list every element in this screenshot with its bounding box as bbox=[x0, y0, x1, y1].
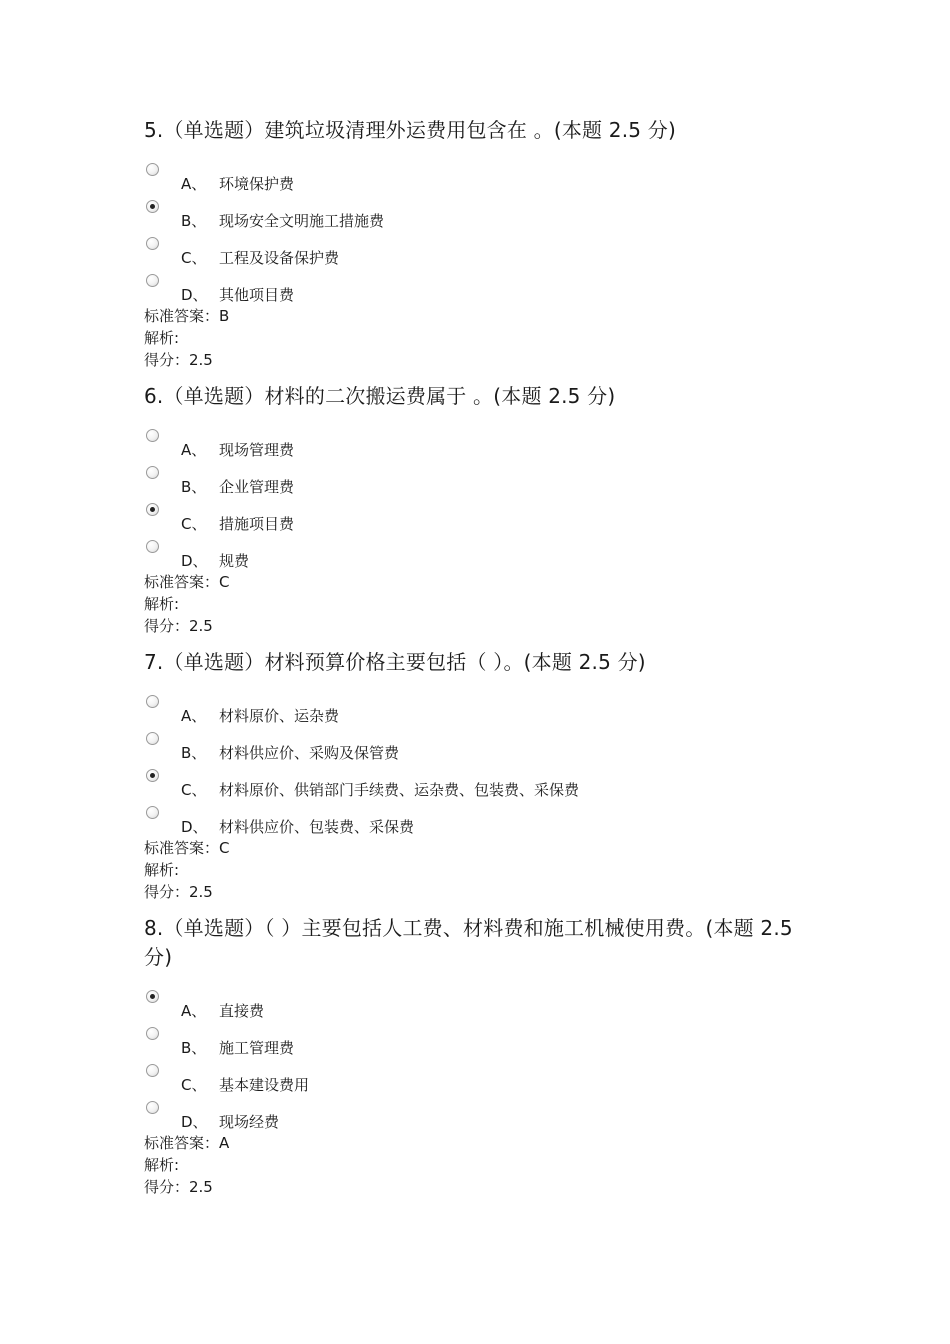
option-letter: D、 bbox=[181, 818, 208, 836]
option-a[interactable] bbox=[144, 429, 804, 466]
option-letter: C、 bbox=[181, 515, 207, 533]
option-letter: D、 bbox=[181, 286, 208, 304]
option-text: 现场经费 bbox=[219, 1113, 280, 1131]
option-text: 措施项目费 bbox=[219, 515, 295, 533]
score-label: 得分：2.5 bbox=[144, 883, 213, 901]
option-text: 材料供应价、采购及保管费 bbox=[219, 744, 400, 762]
radio-button[interactable] bbox=[146, 237, 159, 250]
question-title: 6.（单选题）材料的二次搬运费属于 。(本题 2.5 分) bbox=[144, 384, 616, 408]
analysis-label: 解析: bbox=[144, 1156, 180, 1174]
option-letter: D、 bbox=[181, 1113, 208, 1131]
question-6 bbox=[144, 382, 804, 637]
radio-button-selected[interactable] bbox=[146, 200, 159, 213]
options-list bbox=[144, 695, 804, 843]
score-label: 得分：2.5 bbox=[144, 1178, 213, 1196]
option-letter: C、 bbox=[181, 781, 207, 799]
answer-meta bbox=[144, 571, 804, 637]
question-5 bbox=[144, 116, 804, 371]
option-letter: A、 bbox=[181, 175, 207, 193]
radio-button[interactable] bbox=[146, 695, 159, 708]
option-letter: A、 bbox=[181, 1002, 207, 1020]
option-text: 规费 bbox=[219, 552, 250, 570]
option-letter: B、 bbox=[181, 212, 207, 230]
standard-answer: 标准答案：B bbox=[144, 307, 230, 325]
score-label: 得分：2.5 bbox=[144, 351, 213, 369]
answer-meta bbox=[144, 305, 804, 371]
answer-meta bbox=[144, 1132, 804, 1198]
analysis-label: 解析: bbox=[144, 861, 180, 879]
radio-button-selected[interactable] bbox=[146, 503, 159, 516]
option-text: 材料供应价、包装费、采保费 bbox=[219, 818, 415, 836]
option-text: 其他项目费 bbox=[219, 286, 295, 304]
analysis-label: 解析: bbox=[144, 329, 180, 347]
question-title: 5.（单选题）建筑垃圾清理外运费用包含在 。(本题 2.5 分) bbox=[144, 118, 676, 142]
options-list bbox=[144, 990, 804, 1138]
option-text: 施工管理费 bbox=[219, 1039, 295, 1057]
option-c[interactable] bbox=[144, 1064, 804, 1101]
option-b[interactable] bbox=[144, 466, 804, 503]
option-c[interactable] bbox=[144, 237, 804, 274]
radio-button[interactable] bbox=[146, 540, 159, 553]
option-letter: B、 bbox=[181, 478, 207, 496]
option-text: 材料原价、运杂费 bbox=[219, 707, 340, 725]
radio-button[interactable] bbox=[146, 429, 159, 442]
option-b[interactable] bbox=[144, 1027, 804, 1064]
question-7 bbox=[144, 648, 804, 903]
option-b[interactable] bbox=[144, 200, 804, 237]
option-text: 现场管理费 bbox=[219, 441, 295, 459]
score-label: 得分：2.5 bbox=[144, 617, 213, 635]
option-a[interactable] bbox=[144, 695, 804, 732]
analysis-label: 解析: bbox=[144, 595, 180, 613]
option-letter: B、 bbox=[181, 744, 207, 762]
option-letter: B、 bbox=[181, 1039, 207, 1057]
standard-answer: 标准答案：C bbox=[144, 839, 230, 857]
question-title: 7.（单选题）材料预算价格主要包括（ ）。(本题 2.5 分) bbox=[144, 650, 646, 674]
option-text: 企业管理费 bbox=[219, 478, 295, 496]
option-text: 直接费 bbox=[219, 1002, 265, 1020]
radio-button[interactable] bbox=[146, 732, 159, 745]
question-title: 8.（单选题）（ ）主要包括人工费、材料费和施工机械使用费。(本题 2.5 分) bbox=[144, 916, 793, 969]
option-text: 现场安全文明施工措施费 bbox=[219, 212, 385, 230]
radio-button[interactable] bbox=[146, 1101, 159, 1114]
option-b[interactable] bbox=[144, 732, 804, 769]
option-a[interactable] bbox=[144, 163, 804, 200]
question-8 bbox=[144, 914, 804, 1198]
radio-button[interactable] bbox=[146, 163, 159, 176]
answer-meta bbox=[144, 837, 804, 903]
option-d[interactable] bbox=[144, 1101, 804, 1138]
options-list bbox=[144, 429, 804, 577]
option-letter: D、 bbox=[181, 552, 208, 570]
option-text: 工程及设备保护费 bbox=[219, 249, 340, 267]
option-d[interactable] bbox=[144, 806, 804, 843]
option-a[interactable] bbox=[144, 990, 804, 1027]
option-d[interactable] bbox=[144, 540, 804, 577]
option-d[interactable] bbox=[144, 274, 804, 311]
options-list bbox=[144, 163, 804, 311]
option-letter: C、 bbox=[181, 249, 207, 267]
radio-button[interactable] bbox=[146, 466, 159, 479]
option-letter: A、 bbox=[181, 441, 207, 459]
option-letter: C、 bbox=[181, 1076, 207, 1094]
standard-answer: 标准答案：C bbox=[144, 573, 230, 591]
option-c[interactable] bbox=[144, 503, 804, 540]
radio-button-selected[interactable] bbox=[146, 990, 159, 1003]
radio-button[interactable] bbox=[146, 1064, 159, 1077]
radio-button-selected[interactable] bbox=[146, 769, 159, 782]
option-letter: A、 bbox=[181, 707, 207, 725]
option-text: 环境保护费 bbox=[219, 175, 295, 193]
radio-button[interactable] bbox=[146, 806, 159, 819]
radio-button[interactable] bbox=[146, 274, 159, 287]
option-text: 材料原价、供销部门手续费、运杂费、包装费、采保费 bbox=[219, 781, 580, 799]
standard-answer: 标准答案：A bbox=[144, 1134, 230, 1152]
radio-button[interactable] bbox=[146, 1027, 159, 1040]
option-c[interactable] bbox=[144, 769, 804, 806]
option-text: 基本建设费用 bbox=[219, 1076, 310, 1094]
